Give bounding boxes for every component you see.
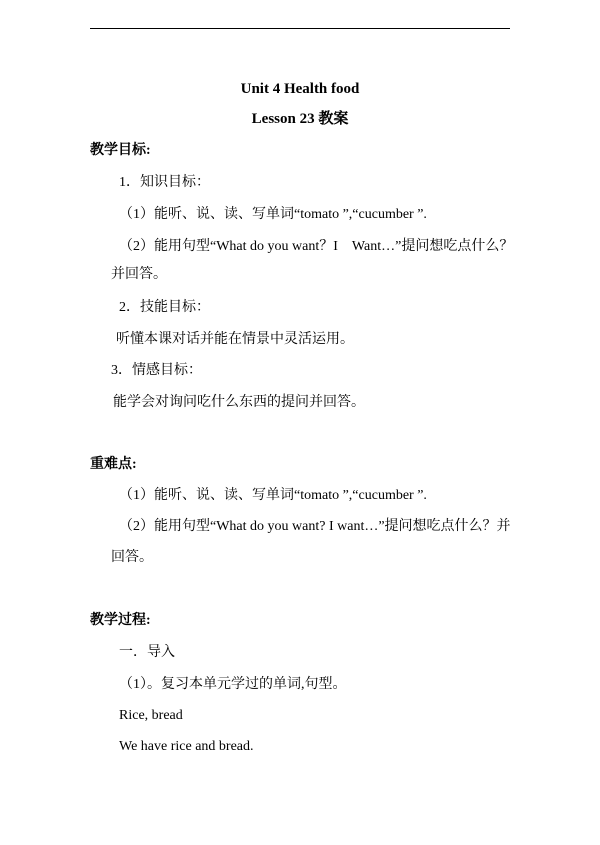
document-title: Unit 4 Health food (240, 81, 360, 97)
process-step-1: 一．导入 (119, 645, 175, 660)
header-rule (90, 28, 510, 29)
document-subtitle: Lesson 23 教案 (251, 111, 349, 127)
knowledge-item-2: （2）能用句型“What do you want？I Want…”提问想吃点什么？ (119, 239, 514, 254)
knowledge-item-1: （1）能听、说、读、写单词“tomato ”,“cucumber ”. (119, 207, 427, 222)
emotion-text: 能学会对询问吃什么东西的提问并回答。 (113, 395, 365, 410)
process-heading: 教学过程: (90, 613, 151, 628)
process-step-1-1: （1）。复习本单元学过的单词,句型。 (119, 677, 347, 692)
objectives-heading: 教学目标: (90, 143, 151, 158)
key-point-2-cont: 回答。 (111, 550, 153, 565)
knowledge-heading: 1．知识目标： (119, 175, 210, 190)
process-example-1: Rice, bread (119, 708, 183, 723)
process-example-2: We have rice and bread. (119, 739, 254, 754)
key-point-2: （2）能用句型“What do you want? I want…”提问想吃点什么？并 (119, 519, 511, 534)
key-point-1: （1）能听、说、读、写单词“tomato ”,“cucumber ”. (119, 488, 427, 503)
knowledge-item-2-cont: 并回答。 (111, 267, 167, 282)
key-points-heading: 重难点: (90, 457, 137, 472)
skill-heading: 2．技能目标： (119, 300, 210, 315)
emotion-heading: 3．情感目标： (111, 363, 202, 378)
skill-text: 听懂本课对话并能在情景中灵活运用。 (116, 332, 354, 347)
